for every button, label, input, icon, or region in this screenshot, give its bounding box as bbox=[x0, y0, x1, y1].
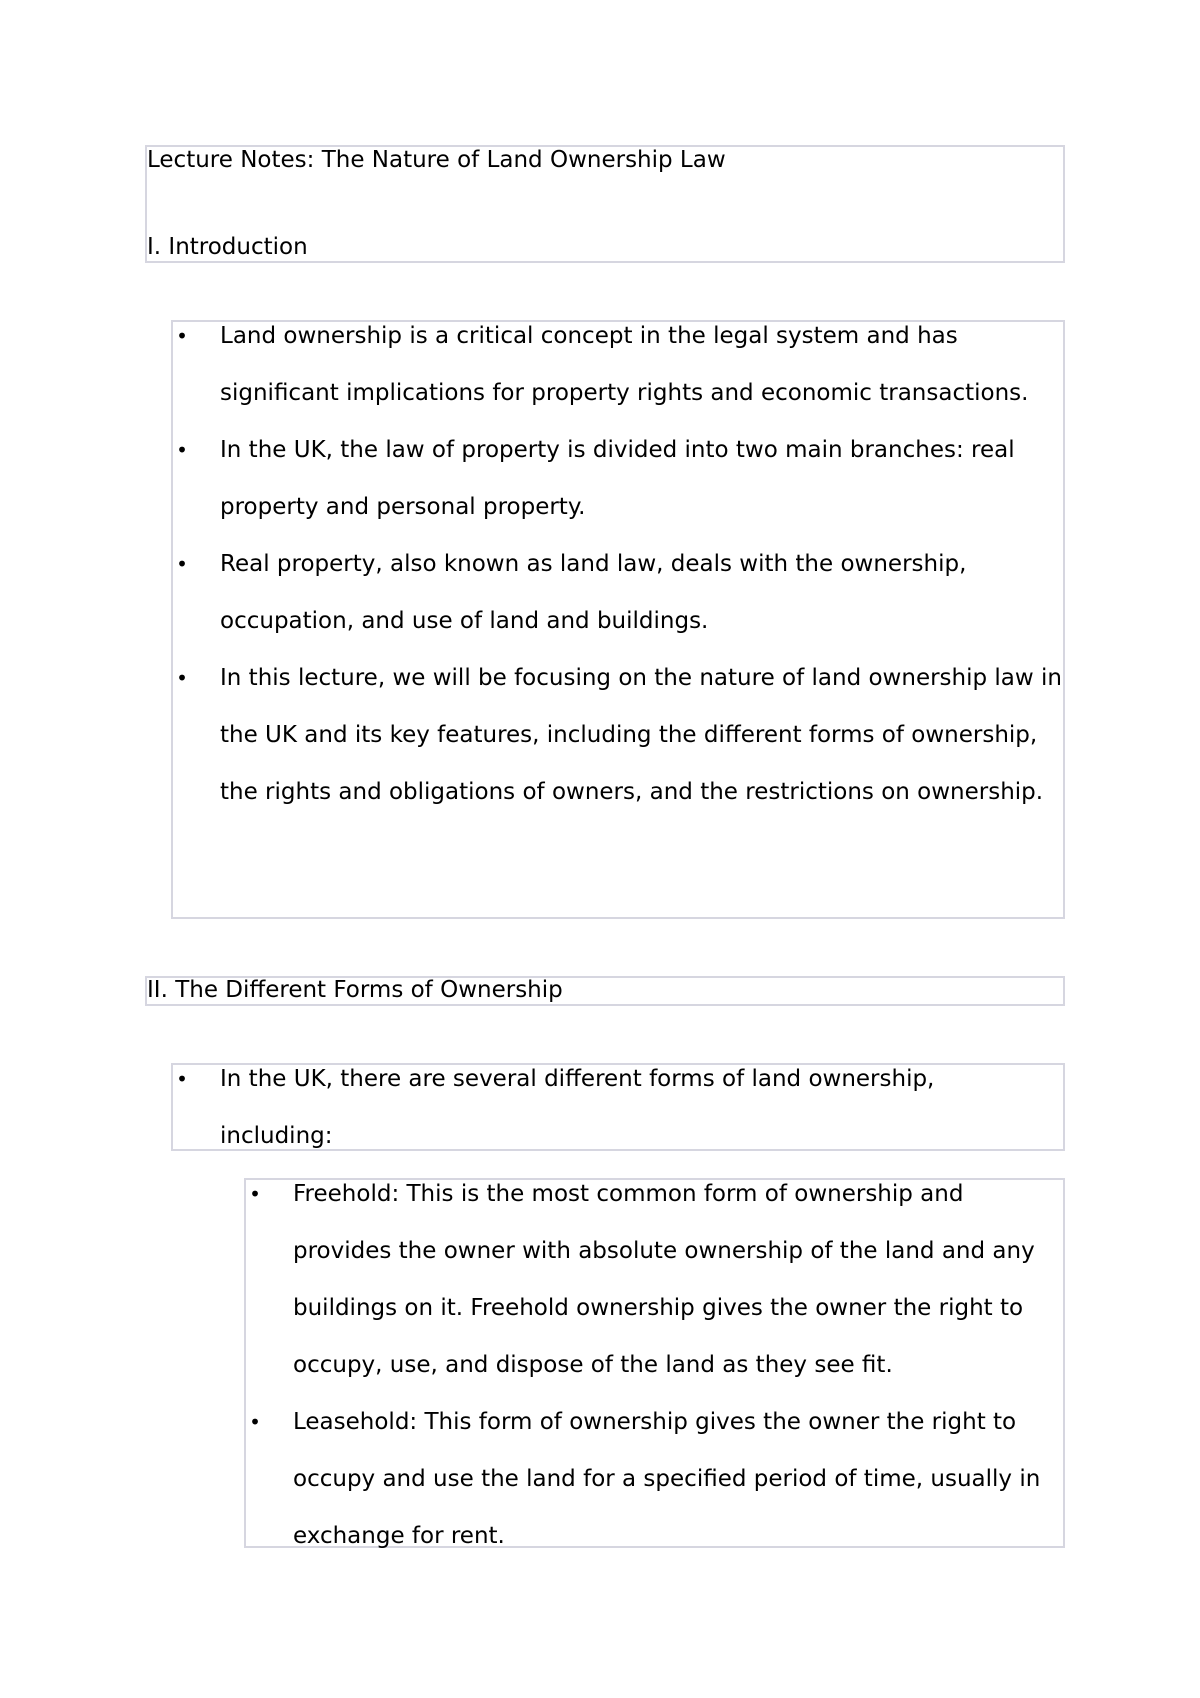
list-item bbox=[249, 1166, 1066, 1394]
list-item-text: In the UK, there are several different forms of land ownership, including: bbox=[220, 1066, 935, 1149]
list-item-text: Leasehold: This form of ownership gives the owner the right to occupy and use the land for a specified period of time, usually in exchange for rent. bbox=[293, 1409, 1041, 1549]
section1-list bbox=[176, 308, 1066, 821]
list-item bbox=[176, 536, 1066, 650]
list-item bbox=[176, 650, 1066, 821]
bullet-icon: • bbox=[176, 666, 188, 690]
list-item-text: In the UK, the law of property is divided into two main branches: real property and personal property. bbox=[220, 437, 1015, 520]
list-item bbox=[176, 1051, 1000, 1165]
section1-heading: I. Introduction bbox=[147, 234, 308, 260]
list-item bbox=[249, 1394, 1066, 1565]
list-item-text: Land ownership is a critical concept in the legal system and has significant implications for property rights and economic transactions. bbox=[220, 323, 1029, 406]
document-title: Lecture Notes: The Nature of Land Ownership Law bbox=[147, 147, 726, 173]
bullet-icon: • bbox=[176, 324, 188, 348]
list-item bbox=[176, 422, 1066, 536]
bullet-icon: • bbox=[176, 1067, 188, 1091]
list-item-text: In this lecture, we will be focusing on the nature of land ownership law in the UK and its key features, including the different forms of ownership, the rights and obligations of owners, and the restrictions on ownership. bbox=[220, 665, 1062, 805]
bullet-icon: • bbox=[249, 1410, 261, 1434]
section2-sublist bbox=[249, 1166, 1066, 1565]
list-item-text: Real property, also known as land law, deals with the ownership, occupation, and use of land and buildings. bbox=[220, 551, 967, 634]
bullet-icon: • bbox=[176, 438, 188, 462]
section2-heading: II. The Different Forms of Ownership bbox=[147, 977, 563, 1003]
bullet-icon: • bbox=[249, 1182, 261, 1206]
bullet-icon: • bbox=[176, 552, 188, 576]
list-item-text: Freehold: This is the most common form of ownership and provides the owner with absolute ownership of the land and any buildings on it. Freehold ownership gives the owner the right to occupy, use, and dispose of the land as they see fit. bbox=[293, 1181, 1035, 1378]
section2-list bbox=[176, 1051, 1000, 1165]
list-item bbox=[176, 308, 1066, 422]
